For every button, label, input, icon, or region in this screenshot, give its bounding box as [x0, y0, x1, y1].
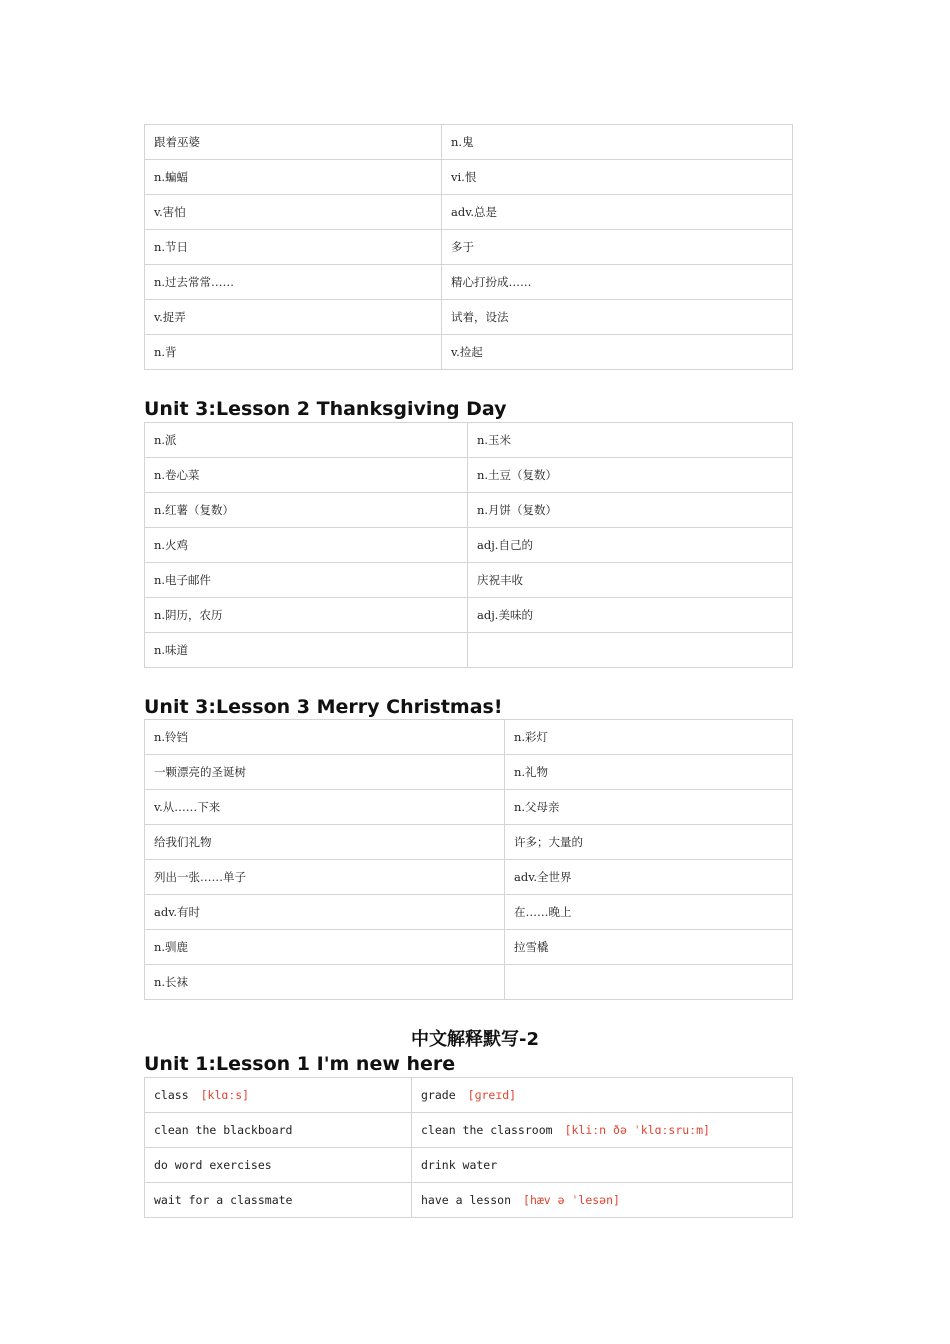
vocab-cell: n.蝙蝠 — [145, 160, 442, 195]
phonetic-transcription: [ɡreɪd] — [467, 1088, 517, 1102]
vocab-cell — [145, 1078, 412, 1113]
vocab-cell: 一颗漂亮的圣诞树 — [145, 755, 505, 790]
table-row — [145, 230, 793, 265]
table-row — [145, 528, 793, 563]
vocab-cell: n.派 — [145, 423, 468, 458]
vocab-cell: n.驯鹿 — [145, 930, 505, 965]
table-row — [145, 598, 793, 633]
vocab-cell: v.从……下来 — [145, 790, 505, 825]
vocab-cell: n.过去常常…… — [145, 265, 442, 300]
vocab-cell: v.捉弄 — [145, 300, 442, 335]
vocab-word: clean the classroom — [421, 1123, 553, 1137]
table-row — [145, 335, 793, 370]
phonetic-transcription: [kliːn ðə ˈklɑːsruːm] — [564, 1123, 710, 1137]
vocab-cell: 给我们礼物 — [145, 825, 505, 860]
table-row — [145, 125, 793, 160]
vocab-word: clean the blackboard — [154, 1123, 293, 1137]
vocab-cell: n.火鸡 — [145, 528, 468, 563]
table-row — [145, 825, 793, 860]
vocab-cell — [468, 633, 793, 668]
vocab-cell: adv.总是 — [442, 195, 793, 230]
table-row — [145, 930, 793, 965]
vocab-cell: adj.自己的 — [468, 528, 793, 563]
vocab-table-top — [144, 124, 793, 370]
table-row — [145, 160, 793, 195]
section-heading-christmas: Unit 3:Lesson 3 Merry Christmas! — [144, 696, 503, 718]
vocab-cell: n.电子邮件 — [145, 563, 468, 598]
vocab-cell: 许多；大量的 — [505, 825, 793, 860]
table-row — [145, 1148, 793, 1183]
vocab-cell: v.捡起 — [442, 335, 793, 370]
vocab-cell: n.土豆（复数） — [468, 458, 793, 493]
phonetic-transcription: [hæv ə ˈlesən] — [523, 1193, 620, 1207]
vocab-cell: 拉雪橇 — [505, 930, 793, 965]
vocab-table-christmas — [144, 719, 793, 1000]
table-row — [145, 563, 793, 598]
vocab-word: class — [154, 1088, 189, 1102]
vocab-table-new-here — [144, 1077, 793, 1218]
vocab-cell: n.铃铛 — [145, 720, 505, 755]
vocab-cell: n.阴历，农历 — [145, 598, 468, 633]
vocab-cell: 庆祝丰收 — [468, 563, 793, 598]
vocab-cell: n.卷心菜 — [145, 458, 468, 493]
table-row — [145, 423, 793, 458]
table-row — [145, 1113, 793, 1148]
vocab-cell: adv.全世界 — [505, 860, 793, 895]
vocab-cell: 精心打扮成…… — [442, 265, 793, 300]
table-row — [145, 300, 793, 335]
vocab-cell: n.背 — [145, 335, 442, 370]
table-row — [145, 1078, 793, 1113]
table-row — [145, 895, 793, 930]
vocab-cell: n.长袜 — [145, 965, 505, 1000]
table-row — [145, 1183, 793, 1218]
vocab-cell: 跟着巫婆 — [145, 125, 442, 160]
vocab-cell: n.节日 — [145, 230, 442, 265]
vocab-cell: adj.美味的 — [468, 598, 793, 633]
vocab-cell: n.父母亲 — [505, 790, 793, 825]
vocab-cell — [505, 965, 793, 1000]
vocab-table-thanksgiving — [144, 422, 793, 668]
vocab-cell: n.红薯（复数） — [145, 493, 468, 528]
vocab-cell: 试着，设法 — [442, 300, 793, 335]
table-row — [145, 790, 793, 825]
vocab-cell: n.礼物 — [505, 755, 793, 790]
vocab-cell: 列出一张……单子 — [145, 860, 505, 895]
vocab-cell: n.味道 — [145, 633, 468, 668]
vocab-cell: n.鬼 — [442, 125, 793, 160]
section-heading-new-here: Unit 1:Lesson 1 I'm new here — [144, 1053, 456, 1075]
table-row — [145, 265, 793, 300]
table-row — [145, 965, 793, 1000]
table-row — [145, 195, 793, 230]
vocab-cell: 在……晚上 — [505, 895, 793, 930]
vocab-cell: 多于 — [442, 230, 793, 265]
vocab-cell — [145, 1183, 412, 1218]
vocab-cell — [145, 1113, 412, 1148]
vocab-cell — [145, 1148, 412, 1183]
vocab-word: have a lesson — [421, 1193, 512, 1207]
vocab-cell: n.月饼（复数） — [468, 493, 793, 528]
dictation-title: 中文解释默写-2 — [411, 1029, 539, 1050]
table-row — [145, 860, 793, 895]
vocab-cell: vi.恨 — [442, 160, 793, 195]
vocab-word: drink water — [421, 1158, 498, 1172]
vocab-cell — [412, 1078, 793, 1113]
table-row — [145, 493, 793, 528]
vocab-cell: adv.有时 — [145, 895, 505, 930]
vocab-cell — [412, 1148, 793, 1183]
vocab-cell: n.彩灯 — [505, 720, 793, 755]
vocab-word: do word exercises — [154, 1158, 272, 1172]
vocab-cell — [412, 1113, 793, 1148]
table-row — [145, 720, 793, 755]
vocab-cell: v.害怕 — [145, 195, 442, 230]
vocab-word: grade — [421, 1088, 456, 1102]
vocab-cell — [412, 1183, 793, 1218]
vocab-word: wait for a classmate — [154, 1193, 293, 1207]
section-heading-thanksgiving: Unit 3:Lesson 2 Thanksgiving Day — [144, 398, 507, 420]
table-row — [145, 633, 793, 668]
table-row — [145, 458, 793, 493]
vocab-cell: n.玉米 — [468, 423, 793, 458]
table-row — [145, 755, 793, 790]
phonetic-transcription: [klɑːs] — [200, 1088, 250, 1102]
